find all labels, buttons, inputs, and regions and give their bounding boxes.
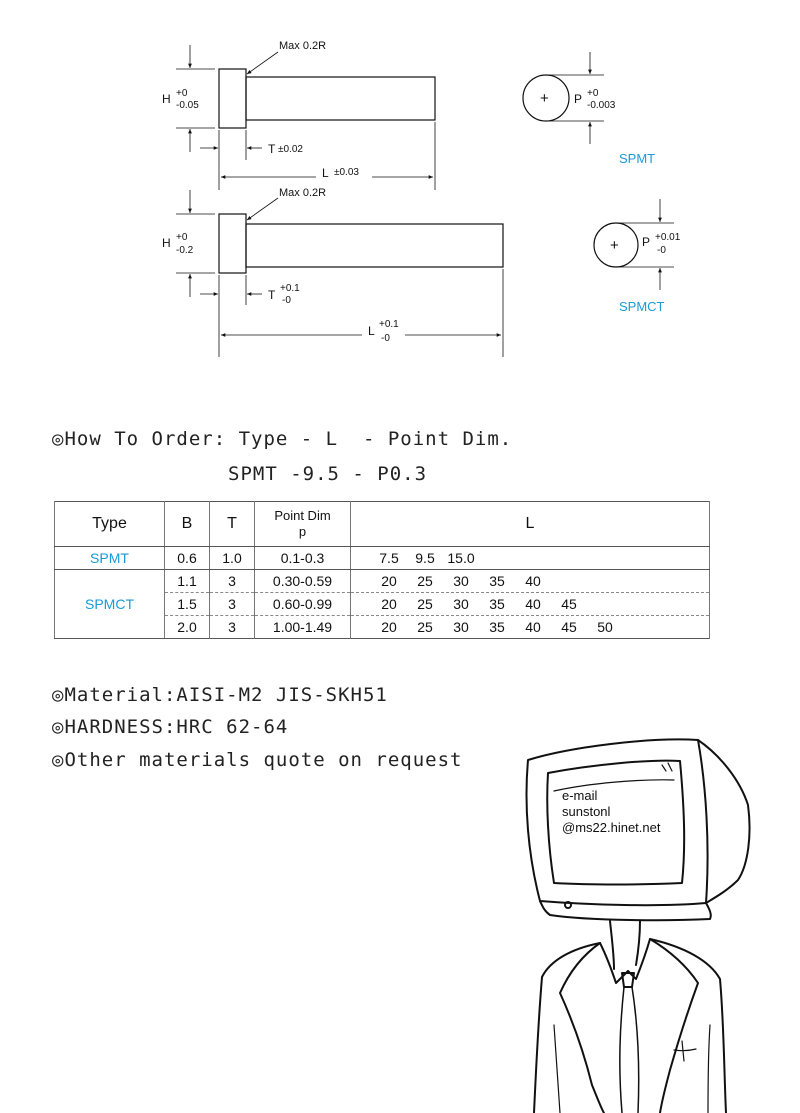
spmct-type-label: SPMCT bbox=[619, 299, 665, 314]
l-value: 40 bbox=[525, 596, 541, 612]
spmt-radius-note: Max 0.2R bbox=[279, 40, 327, 52]
cell-b: 1.5 bbox=[165, 593, 210, 616]
header-t: T bbox=[210, 502, 255, 547]
spmct-center-mark: + bbox=[610, 237, 619, 254]
cell-t: 3 bbox=[210, 570, 255, 593]
cell-point-dim: 0.1-0.3 bbox=[255, 547, 351, 570]
material-note: ◎Material:AISI-M2 JIS-SKH51 bbox=[52, 684, 388, 706]
technical-drawing bbox=[0, 0, 800, 380]
cell-b: 2.0 bbox=[165, 616, 210, 639]
l-value: 7.5 bbox=[379, 550, 399, 566]
email-user: sunstonl bbox=[562, 804, 611, 819]
l-value: 20 bbox=[381, 573, 397, 589]
spmct-t-label: T bbox=[268, 288, 276, 302]
spmct-p-tol-minus: -0 bbox=[657, 245, 666, 256]
spmct-h-label: H bbox=[162, 236, 171, 250]
spmct-p-label: P bbox=[642, 235, 651, 249]
spmt-pin-drawing bbox=[176, 45, 435, 190]
hardness-note: ◎HARDNESS:HRC 62-64 bbox=[52, 716, 289, 738]
email-label: e-mail bbox=[562, 788, 598, 803]
monitor-head-illustration bbox=[510, 725, 790, 1113]
pin-shank bbox=[246, 224, 503, 267]
spmt-p-tol-minus: -0.003 bbox=[587, 100, 616, 111]
spmt-t-tol: ±0.02 bbox=[278, 144, 303, 155]
table-header-row bbox=[55, 502, 710, 547]
spmct-p-tol-plus: +0.01 bbox=[655, 232, 681, 243]
cell-point-dim: 0.30-0.59 bbox=[255, 570, 351, 593]
spmt-h-tol-minus: -0.05 bbox=[176, 100, 199, 111]
l-value: 35 bbox=[489, 596, 505, 612]
table-row bbox=[55, 570, 710, 593]
l-value: 30 bbox=[453, 596, 469, 612]
cell-l bbox=[351, 547, 710, 570]
spmt-t-label: T bbox=[268, 142, 276, 156]
cell-t: 1.0 bbox=[210, 547, 255, 570]
spmt-h-label: H bbox=[162, 92, 171, 106]
l-value: 25 bbox=[417, 619, 433, 635]
l-value: 35 bbox=[489, 573, 505, 589]
spmt-p-label: P bbox=[574, 92, 583, 106]
spmct-t-tol-minus: -0 bbox=[282, 295, 291, 306]
spmt-l-tol: ±0.03 bbox=[334, 167, 359, 178]
header-b: B bbox=[165, 502, 210, 547]
header-type: Type bbox=[55, 502, 165, 547]
l-value: 30 bbox=[453, 619, 469, 635]
spmct-pin-drawing bbox=[176, 190, 503, 357]
l-value: 40 bbox=[525, 573, 541, 589]
cell-b: 1.1 bbox=[165, 570, 210, 593]
email-domain[interactable]: @ms22.hinet.net bbox=[562, 820, 661, 835]
spmt-p-tol-plus: +0 bbox=[587, 88, 599, 99]
cell-l bbox=[351, 616, 710, 639]
cell-l bbox=[351, 593, 710, 616]
header-point-dim: Point Dim p bbox=[255, 502, 351, 547]
pin-shank bbox=[246, 77, 435, 120]
l-value: 15.0 bbox=[447, 550, 475, 566]
spec-table bbox=[54, 501, 710, 639]
contact-email-block bbox=[562, 788, 660, 836]
l-value: 45 bbox=[561, 596, 577, 612]
other-materials-note: ◎Other materials quote on request bbox=[52, 749, 463, 771]
cell-t: 3 bbox=[210, 616, 255, 639]
power-button bbox=[565, 902, 571, 908]
l-value: 9.5 bbox=[415, 550, 435, 566]
spmct-radius-note: Max 0.2R bbox=[279, 187, 327, 199]
cell-type: SPMT bbox=[55, 547, 165, 570]
spmct-l-label: L bbox=[368, 324, 375, 338]
spmt-type-label: SPMT bbox=[619, 151, 656, 166]
l-value: 35 bbox=[489, 619, 505, 635]
cell-b: 0.6 bbox=[165, 547, 210, 570]
l-value: 20 bbox=[381, 619, 397, 635]
l-value: 50 bbox=[597, 619, 613, 635]
cell-point-dim: 1.00-1.49 bbox=[255, 616, 351, 639]
spmct-h-tol-plus: +0 bbox=[176, 232, 188, 243]
header-l: L bbox=[351, 502, 710, 547]
pin-head bbox=[219, 69, 246, 128]
spmct-l-tol-plus: +0.1 bbox=[379, 319, 399, 330]
l-value: 45 bbox=[561, 619, 577, 635]
order-example: SPMT -9.5 - P0.3 bbox=[228, 463, 428, 485]
spmt-h-tol-plus: +0 bbox=[176, 88, 188, 99]
cell-point-dim: 0.60-0.99 bbox=[255, 593, 351, 616]
spmct-l-tol-minus: -0 bbox=[381, 333, 390, 344]
spmct-h-tol-minus: -0.2 bbox=[176, 245, 194, 256]
l-value: 25 bbox=[417, 573, 433, 589]
cell-t: 3 bbox=[210, 593, 255, 616]
cell-type: SPMCT bbox=[55, 570, 165, 639]
pin-head bbox=[219, 214, 246, 273]
spmt-l-label: L bbox=[322, 166, 329, 180]
l-value: 30 bbox=[453, 573, 469, 589]
how-to-order-line: ◎How To Order: Type - L - Point Dim. bbox=[52, 428, 513, 450]
l-value: 20 bbox=[381, 596, 397, 612]
spmt-center-mark: + bbox=[540, 90, 549, 107]
spmct-t-tol-plus: +0.1 bbox=[280, 283, 300, 294]
l-value: 40 bbox=[525, 619, 541, 635]
cell-l bbox=[351, 570, 710, 593]
l-value: 25 bbox=[417, 596, 433, 612]
table-row bbox=[55, 547, 710, 570]
